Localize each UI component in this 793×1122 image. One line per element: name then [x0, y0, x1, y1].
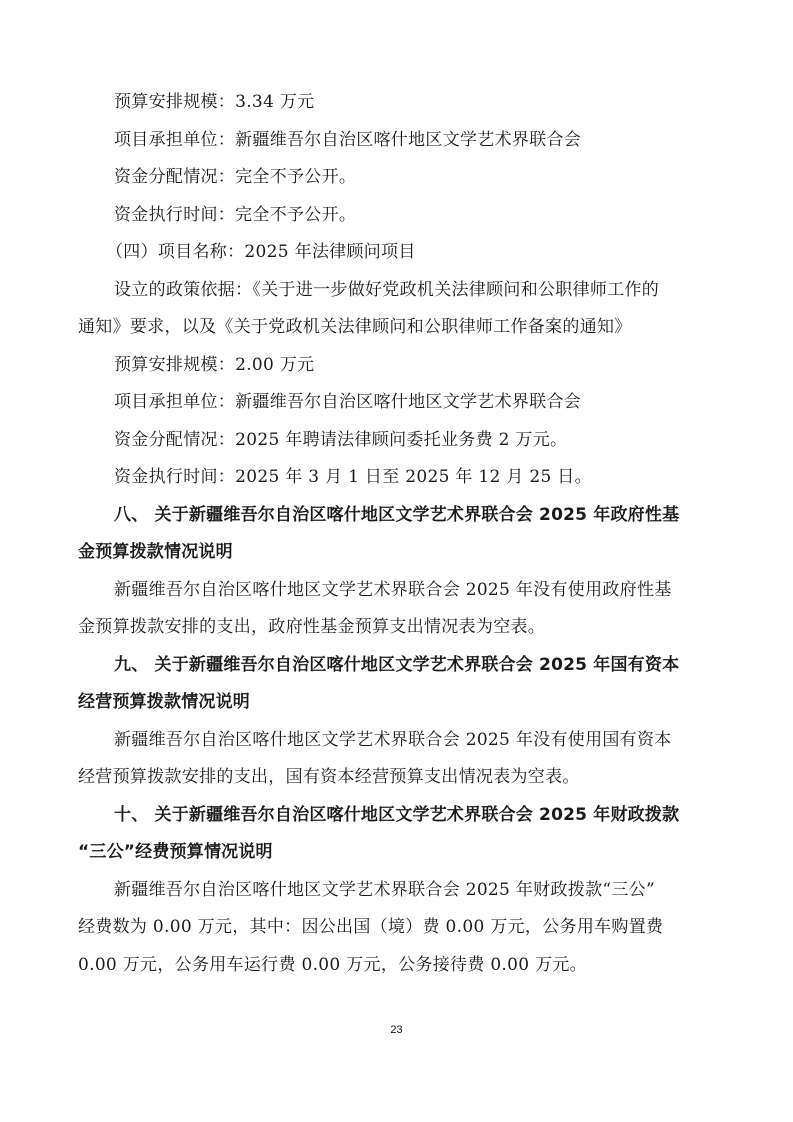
page-number: 23 — [390, 1024, 403, 1036]
section-heading-10-continued: “三公”经费预算情况说明 — [78, 842, 273, 862]
fund-allocation-line: 资金分配情况：2025 年聘请法律顾问委托业务费 2 万元。 — [114, 429, 568, 450]
section-heading-8-continued: 金预算拨款情况说明 — [78, 542, 233, 562]
fund-execution-line: 资金执行时间：完全不予公开。 — [114, 204, 357, 225]
paragraph-line: 新疆维吾尔自治区喀什地区文学艺术界联合会 2025 年没有使用政府性基 — [114, 579, 672, 600]
paragraph-line: 金预算拨款安排的支出，政府性基金预算支出情况表为空表。 — [78, 617, 546, 637]
project-name-line: （四）项目名称：2025 年法律顾问项目 — [106, 242, 416, 262]
fund-execution-line: 资金执行时间：2025 年 3 月 1 日至 2025 年 12 月 25 日。 — [114, 467, 592, 487]
policy-basis-continued-line: 通知》要求，以及《关于党政机关法律顾问和公职律师工作备案的通知》 — [78, 317, 632, 337]
section-heading-10: 十、 关于新疆维吾尔自治区喀什地区文学艺术界联合会 2025 年财政拨款 — [114, 804, 680, 825]
budget-scale-line: 预算安排规模：2.00 万元 — [114, 354, 315, 375]
paragraph-line: 新疆维吾尔自治区喀什地区文学艺术界联合会 2025 年没有使用国有资本 — [114, 729, 672, 750]
section-heading-9: 九、 关于新疆维吾尔自治区喀什地区文学艺术界联合会 2025 年国有资本 — [114, 654, 680, 675]
fund-allocation-line: 资金分配情况：完全不予公开。 — [114, 167, 357, 187]
section-heading-8: 八、 关于新疆维吾尔自治区喀什地区文学艺术界联合会 2025 年政府性基 — [114, 504, 680, 525]
policy-basis-line: 设立的政策依据：《关于进一步做好党政机关法律顾问和公职律师工作的 — [114, 279, 660, 300]
document-body — [78, 84, 718, 984]
project-unit-line: 项目承担单位：新疆维吾尔自治区喀什地区文学艺术界联合会 — [114, 392, 582, 412]
section-heading-9-continued: 经营预算拨款情况说明 — [78, 692, 250, 712]
paragraph-line: 新疆维吾尔自治区喀什地区文学艺术界联合会 2025 年财政拨款“三公” — [114, 879, 655, 900]
paragraph-line: 经费数为 0.00 万元，其中：因公出国（境）费 0.00 万元，公务用车购置费 — [78, 917, 664, 937]
project-unit-line: 项目承担单位：新疆维吾尔自治区喀什地区文学艺术界联合会 — [114, 129, 582, 150]
paragraph-line: 经营预算拨款安排的支出，国有资本经营预算支出情况表为空表。 — [78, 767, 580, 787]
budget-scale-line: 预算安排规模：3.34 万元 — [114, 92, 315, 112]
paragraph-line: 0.00 万元，公务用车运行费 0.00 万元，公务接待费 0.00 万元。 — [78, 954, 587, 975]
